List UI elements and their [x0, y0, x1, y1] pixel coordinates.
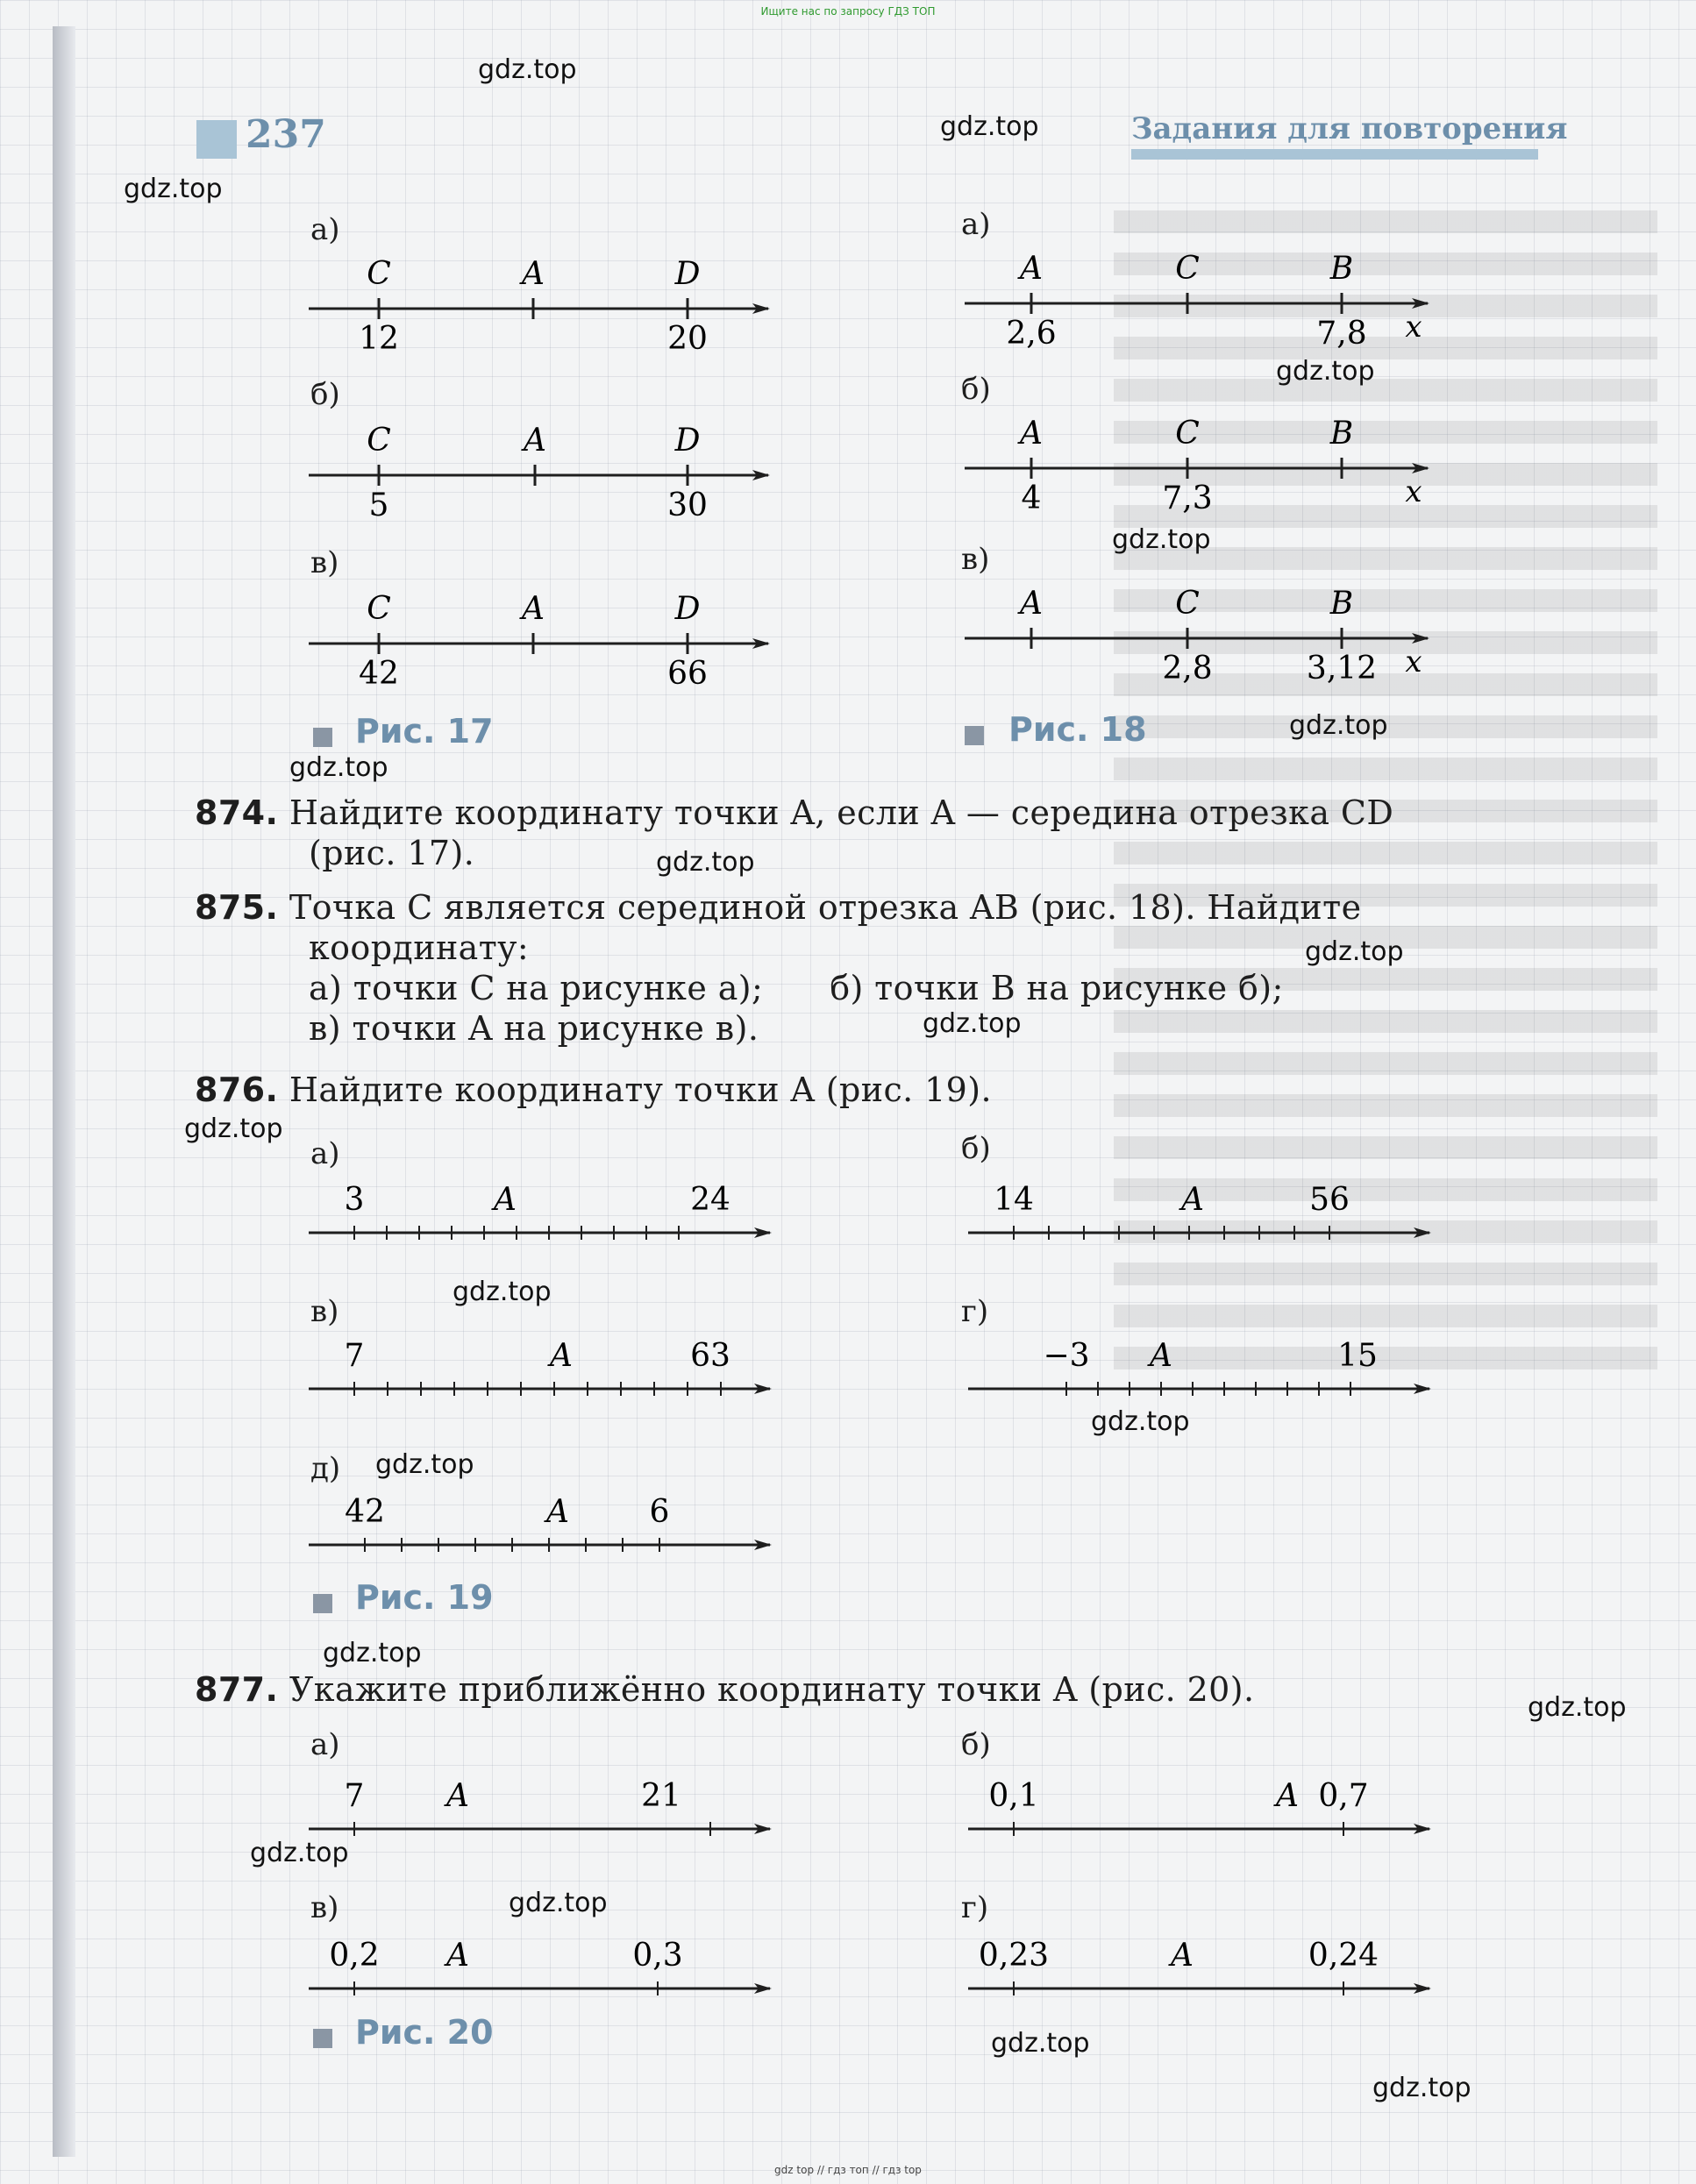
task-874 — [195, 793, 1393, 873]
coordinate-label: 3,12 — [1306, 651, 1378, 687]
watermark: gdz.top — [509, 1888, 608, 1918]
fig19-line-a — [309, 1182, 770, 1240]
fig17-caption: Рис. 17 — [355, 712, 494, 751]
point-label: C — [1175, 416, 1200, 452]
point-label: C — [367, 256, 391, 292]
point-label: C — [1175, 251, 1200, 287]
fig20-number-lines — [298, 1764, 1456, 2010]
watermark: gdz.top — [124, 174, 223, 204]
point-label: A — [546, 1494, 569, 1530]
point-label: D — [674, 423, 701, 459]
task-text: Укажите приближённо координату точки A (рис. 20). — [289, 1670, 1255, 1709]
coordinate-label: 0,3 — [632, 1938, 683, 1974]
point-label: A — [1020, 586, 1043, 622]
coordinate-label: 30 — [667, 487, 708, 523]
coordinate-label: 42 — [359, 656, 399, 692]
task-part-a: а) точки C на рисунке а); — [309, 969, 764, 1007]
axis-variable: x — [1405, 309, 1422, 345]
fig18-number-lines — [956, 245, 1447, 701]
fig20-line-b — [968, 1778, 1429, 1836]
watermark: gdz.top — [1276, 356, 1375, 387]
watermark: gdz.top — [289, 752, 388, 783]
fig18-line-b — [965, 416, 1428, 516]
task-text: координату: — [309, 928, 530, 967]
coordinate-label: 5 — [368, 487, 389, 523]
watermark: gdz.top — [1091, 1406, 1190, 1437]
task-text: Найдите координату точки A (рис. 19). — [289, 1071, 992, 1109]
point-label: A — [1150, 1338, 1172, 1374]
axis-variable: x — [1405, 474, 1422, 509]
watermark: gdz.top — [1372, 2073, 1472, 2103]
fig19-label-b: б) — [961, 1131, 991, 1166]
coordinate-label: 14 — [994, 1182, 1034, 1218]
point-label: A — [522, 256, 545, 292]
coordinate-label: 63 — [690, 1338, 730, 1374]
watermark: gdz.top — [184, 1113, 283, 1144]
fig18-label-c: в) — [961, 542, 990, 577]
figure-bullet — [965, 726, 984, 745]
point-label: A — [446, 1938, 469, 1974]
page-number: 237 — [246, 112, 326, 157]
bottom-note: gdz top // гдз топ // гдз top — [774, 2164, 922, 2176]
fig17-label-a: а) — [310, 212, 340, 247]
watermark: gdz.top — [940, 111, 1039, 142]
fig19-label-d: г) — [961, 1294, 989, 1329]
task-part-b: б) точки B на рисунке б); — [830, 969, 1284, 1007]
watermark: gdz.top — [1289, 710, 1388, 741]
task-number: 875. — [195, 888, 279, 927]
coordinate-label: 56 — [1309, 1182, 1350, 1218]
watermark: gdz.top — [991, 2028, 1090, 2059]
section-title: Задания для повторения — [1131, 111, 1568, 146]
watermark: gdz.top — [923, 1008, 1022, 1039]
watermark: gdz.top — [1528, 1692, 1627, 1723]
watermark: gdz.top — [1112, 524, 1211, 555]
point-label: A — [1171, 1938, 1194, 1974]
figure-bullet — [313, 2029, 332, 2048]
coordinate-label: 4 — [1021, 480, 1042, 516]
coordinate-label: 6 — [649, 1494, 670, 1530]
task-part-c: в) точки A на рисунке в). — [309, 1009, 759, 1048]
fig19-number-lines — [298, 1175, 1456, 1569]
axis-variable: x — [1405, 644, 1422, 679]
fig18-line-a — [965, 251, 1428, 352]
fig18-label-b: б) — [961, 372, 991, 407]
coordinate-label: 66 — [667, 656, 708, 692]
fig20-label-a: а) — [310, 1727, 340, 1762]
coordinate-label: 0,23 — [978, 1938, 1050, 1974]
point-label: B — [1329, 251, 1354, 287]
coordinate-label: 42 — [345, 1494, 385, 1530]
coordinate-label: 20 — [667, 321, 708, 357]
watermark: gdz.top — [1305, 936, 1404, 967]
fig17-number-lines — [298, 245, 789, 736]
point-label: B — [1329, 586, 1354, 622]
coordinate-label: 21 — [641, 1778, 681, 1814]
coordinate-label: 0,2 — [329, 1938, 380, 1974]
fig19-line-c — [309, 1338, 770, 1396]
fig20-line-d — [968, 1938, 1429, 1995]
figure-bullet — [313, 728, 332, 747]
fig17-line-b — [309, 423, 768, 523]
point-label: A — [550, 1338, 573, 1374]
point-label: A — [1020, 251, 1043, 287]
fig20-caption: Рис. 20 — [355, 2013, 494, 2052]
task-text: Найдите координату точки A, если A — середина отрезка CD — [289, 793, 1394, 832]
point-label: A — [1020, 416, 1043, 452]
coordinate-label: 0,7 — [1318, 1778, 1369, 1814]
coordinate-label: 15 — [1337, 1338, 1378, 1374]
coordinate-label: 0,24 — [1308, 1938, 1379, 1974]
watermark: gdz.top — [250, 1838, 349, 1868]
fig18-caption: Рис. 18 — [1008, 710, 1147, 749]
watermark: gdz.top — [453, 1277, 552, 1307]
page-spine-shadow — [53, 26, 75, 2157]
fig20-label-d: г) — [961, 1890, 989, 1925]
section-title-underline — [1131, 149, 1538, 160]
fig20-label-c: в) — [310, 1890, 339, 1925]
coordinate-label: 2,8 — [1162, 651, 1213, 687]
fig19-line-e — [309, 1494, 770, 1552]
coordinate-label: 7 — [344, 1778, 365, 1814]
point-label: A — [1276, 1778, 1299, 1814]
coordinate-label: 7,3 — [1162, 480, 1213, 516]
point-label: B — [1329, 416, 1354, 452]
point-label: C — [1175, 586, 1200, 622]
coordinate-label: 12 — [359, 321, 399, 357]
fig18-label-a: а) — [961, 207, 991, 242]
coordinate-label: 7 — [344, 1338, 365, 1374]
task-text: (рис. 17). — [309, 834, 475, 872]
coordinate-label: 3 — [344, 1182, 365, 1218]
fig19-line-d — [968, 1338, 1429, 1396]
point-label: A — [1181, 1182, 1204, 1218]
coordinate-label: 24 — [690, 1182, 730, 1218]
fig19-label-e: д) — [310, 1451, 341, 1486]
point-label: D — [674, 256, 701, 292]
fig17-label-c: в) — [310, 545, 339, 580]
coordinate-label: −3 — [1043, 1338, 1090, 1374]
task-number: 876. — [195, 1071, 279, 1109]
task-876 — [195, 1070, 992, 1110]
task-number: 874. — [195, 793, 279, 832]
watermark: gdz.top — [478, 54, 577, 85]
fig17-label-b: б) — [310, 377, 340, 412]
task-877 — [195, 1669, 1254, 1710]
point-label: D — [674, 591, 701, 627]
task-number: 877. — [195, 1670, 279, 1709]
top-note: Ищите нас по запросу ГДЗ ТОП — [760, 5, 936, 18]
fig19-line-b — [968, 1182, 1429, 1240]
coordinate-label: 0,1 — [988, 1778, 1039, 1814]
task-875 — [195, 887, 1361, 1049]
fig19-label-a: а) — [310, 1136, 340, 1171]
fig17-line-a — [309, 256, 768, 357]
page-number-block — [196, 120, 237, 159]
coordinate-label: 2,6 — [1006, 316, 1057, 352]
fig19-label-c: в) — [310, 1294, 339, 1329]
point-label: A — [522, 591, 545, 627]
coordinate-label: 7,8 — [1316, 316, 1367, 352]
point-label: C — [367, 423, 391, 459]
point-label: A — [446, 1778, 469, 1814]
watermark: gdz.top — [375, 1449, 474, 1480]
task-text: Точка C является серединой отрезка AB (рис. 18). Найдите — [289, 888, 1362, 927]
watermark: gdz.top — [323, 1638, 422, 1668]
point-label: A — [494, 1182, 517, 1218]
figure-bullet — [313, 1594, 332, 1613]
fig20-line-a — [309, 1778, 770, 1836]
point-label: C — [367, 591, 391, 627]
fig19-caption: Рис. 19 — [355, 1578, 494, 1617]
fig18-line-c — [965, 586, 1428, 687]
fig20-label-b: б) — [961, 1727, 991, 1762]
point-label: A — [524, 423, 546, 459]
fig17-line-c — [309, 591, 768, 692]
watermark: gdz.top — [656, 847, 755, 878]
fig20-line-c — [309, 1938, 770, 1995]
